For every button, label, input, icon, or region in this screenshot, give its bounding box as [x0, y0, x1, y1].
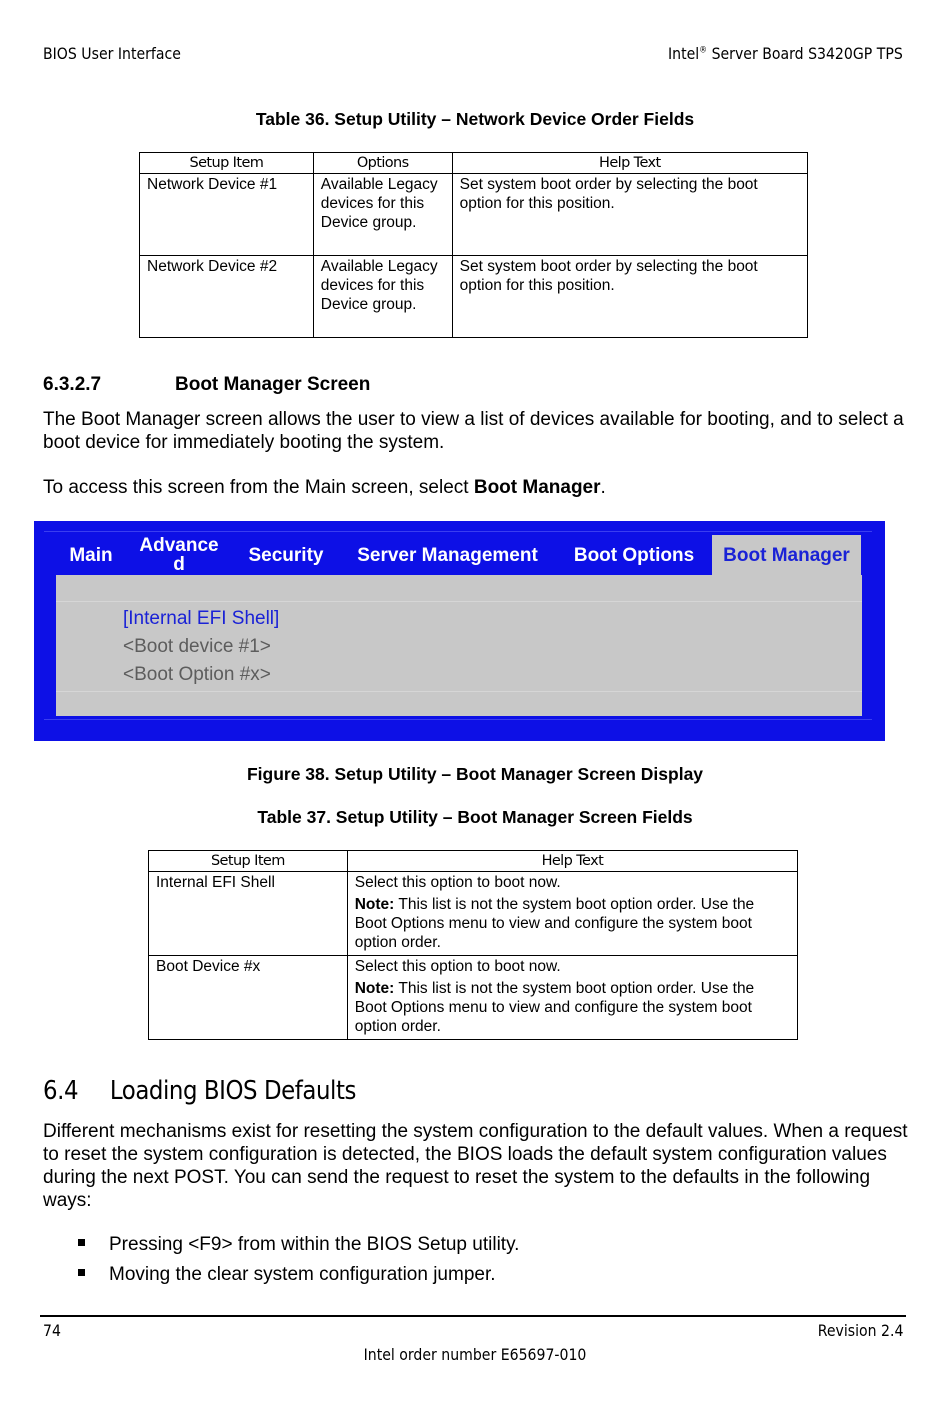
table-36 — [139, 152, 808, 338]
help-text-cell — [347, 956, 797, 1040]
table-36-caption: Table 36. Setup Utility – Network Device Order Fields — [255, 109, 695, 129]
panel-divider — [56, 601, 862, 602]
column-header: Help Text — [452, 153, 807, 174]
boot-manager-emphasis: Boot Manager — [473, 477, 601, 498]
heading-number: 6.4 — [43, 1076, 79, 1106]
help-line: Select this option to boot now. — [354, 958, 561, 975]
boot-item-boot-device[interactable]: <Boot device #1> — [123, 636, 271, 657]
section-number: 6.3.2.7 — [43, 374, 102, 395]
tab-boot-manager[interactable]: Boot Manager — [712, 535, 861, 575]
bullet-square-icon — [78, 1269, 85, 1276]
table-header-row — [140, 153, 808, 174]
header-product: Server Board S3420GP TPS — [707, 44, 903, 63]
section-heading — [43, 1076, 356, 1106]
list-item: Moving the clear system configuration jumper. — [78, 1264, 496, 1286]
page-number: 74 — [43, 1321, 61, 1340]
bios-screen — [34, 521, 885, 741]
column-header: Help Text — [347, 851, 797, 872]
boot-item-boot-option[interactable]: <Boot Option #x> — [123, 664, 271, 685]
bios-border-line — [44, 719, 872, 720]
figure-38-caption: Figure 38. Setup Utility – Boot Manager Screen Display — [246, 764, 704, 784]
footer-rule — [40, 1315, 906, 1317]
tab-server-management[interactable]: Server Management — [357, 544, 538, 566]
setup-item-cell: Internal EFI Shell — [149, 872, 348, 956]
table-37-caption: Table 37. Setup Utility – Boot Manager Screen Fields — [257, 807, 693, 827]
help-line: Select this option to boot now. — [354, 874, 561, 891]
bios-border-line — [44, 531, 872, 532]
heading-title: Loading BIOS Defaults — [109, 1076, 356, 1106]
table-header-row — [149, 851, 798, 872]
list-item: Pressing <F9> from within the BIOS Setup utility. — [78, 1234, 519, 1256]
revision-label: Revision 2.4 — [817, 1321, 903, 1340]
column-header: Setup Item — [140, 153, 314, 174]
table-row — [149, 872, 798, 956]
help-text-cell: Set system boot order by selecting the boot option for this position. — [452, 174, 807, 256]
access-paragraph: To access this screen from the Main screen, select Boot Manager. — [43, 477, 606, 498]
header-brand: Intel — [668, 44, 700, 63]
tab-main[interactable]: Main — [69, 544, 113, 566]
section-title: Boot Manager Screen — [175, 374, 371, 395]
bios-content-panel — [56, 575, 862, 716]
defaults-paragraph: Different mechanisms exist for resetting the system configuration to the default values. When a request to reset the system configuration is detected, the BIOS loads the default system configuration values during the next POST. You can send the request to reset the system to the defaults in the following ways: — [43, 1121, 908, 1211]
options-cell: Available Legacy devices for this Device group. — [313, 174, 452, 256]
boot-item-internal-efi-shell[interactable]: [Internal EFI Shell] — [123, 608, 280, 629]
section-paragraph: The Boot Manager screen allows the user to view a list of devices available for booting, and to select a boot device for immediately booting the system. — [43, 409, 904, 453]
bullet-square-icon — [78, 1239, 85, 1246]
help-text-cell — [347, 872, 797, 956]
order-number: Intel order number E65697-010 — [363, 1345, 587, 1364]
page-header-left: BIOS User Interface — [43, 44, 181, 63]
setup-item-cell: Boot Device #x — [149, 956, 348, 1040]
setup-item-cell: Network Device #2 — [140, 256, 314, 338]
table-row — [140, 256, 808, 338]
column-header: Setup Item — [149, 851, 348, 872]
table-37 — [148, 850, 798, 1040]
table-row — [149, 956, 798, 1040]
tab-boot-options[interactable]: Boot Options — [573, 544, 695, 566]
setup-item-cell: Network Device #1 — [140, 174, 314, 256]
note-text: Note: This list is not the system boot option order. Use the Boot Options menu to view and configure the system boot option order. — [354, 896, 755, 951]
options-cell: Available Legacy devices for this Device group. — [313, 256, 452, 338]
table-row — [140, 174, 808, 256]
note-text: Note: This list is not the system boot option order. Use the Boot Options menu to view and configure the system boot option order. — [354, 980, 755, 1035]
registered-mark: ® — [699, 45, 708, 56]
tab-advanced[interactable]: Advance d — [139, 535, 219, 575]
tab-security[interactable]: Security — [248, 544, 324, 566]
column-header: Options — [313, 153, 452, 174]
page-header-right — [668, 44, 903, 63]
help-text-cell: Set system boot order by selecting the boot option for this position. — [452, 256, 807, 338]
panel-divider — [56, 691, 862, 692]
